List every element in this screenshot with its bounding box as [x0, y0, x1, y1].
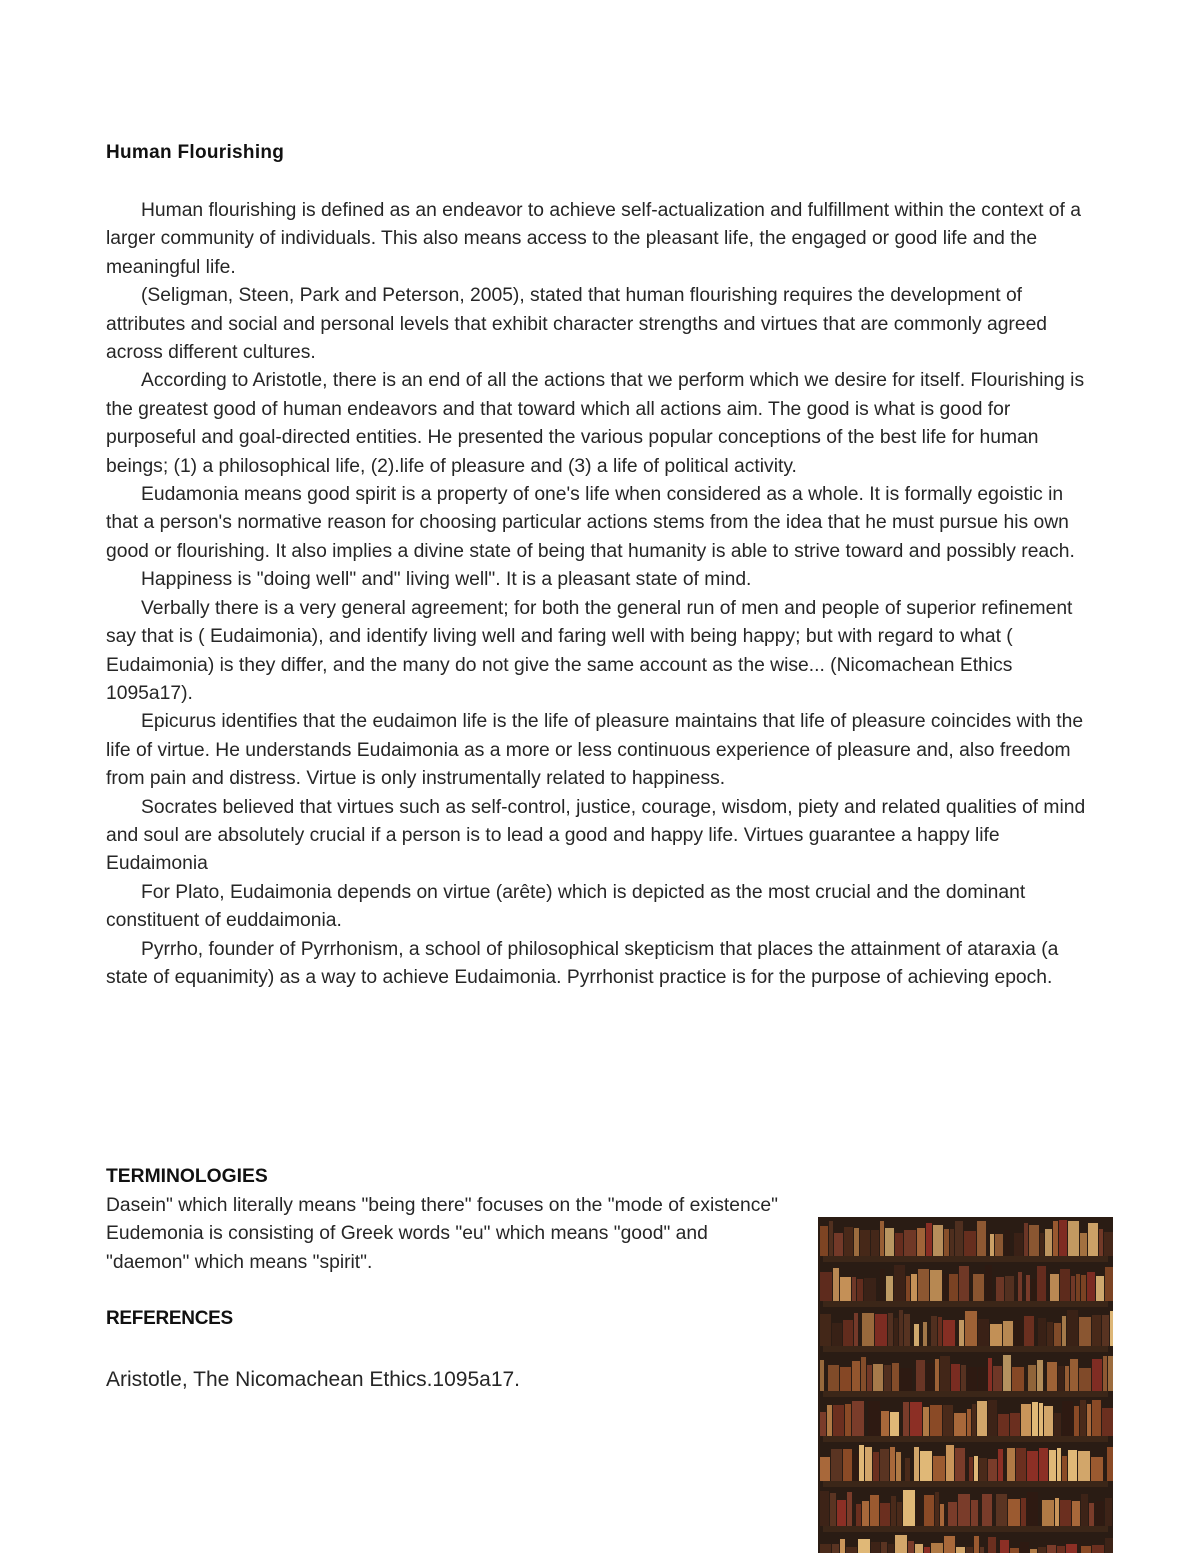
book-spine: [938, 1317, 942, 1346]
terminologies-heading: TERMINOLOGIES: [106, 1166, 268, 1187]
book-spine: [1087, 1272, 1095, 1301]
book-spine: [1105, 1267, 1113, 1301]
book-spine: [977, 1401, 987, 1436]
book-spine: [974, 1536, 979, 1553]
book-spine: [955, 1448, 965, 1481]
book-spine: [905, 1458, 910, 1481]
book-spine: [1087, 1404, 1091, 1436]
book-spine: [959, 1266, 969, 1301]
book-spine: [832, 1544, 839, 1553]
paragraph: Eudamonia means good spirit is a property of one's life when considered as a whole. It is formally egoistic in that a person's normative reason for choosing particular actions stems from the idea that he must pursue his own good or flourishing. It also implies a divine state of being that humanity is able to strive toward and possibly reach.: [106, 484, 1075, 562]
book-spine: [820, 1360, 824, 1391]
book-spine: [1044, 1406, 1053, 1436]
book-spine: [1039, 1403, 1043, 1436]
book-spine: [845, 1404, 851, 1436]
book-spine: [1062, 1456, 1067, 1481]
book-spine: [972, 1404, 976, 1436]
shelf-board: [818, 1256, 1113, 1262]
book-spine: [1012, 1367, 1024, 1391]
book-spine: [896, 1452, 901, 1481]
paragraph: (Seligman, Steen, Park and Peterson, 2005), stated that human flourishing requires the development of attributes and social and personal levels that exhibit character strengths and virtues that are commonly agreed across different cultures.: [106, 285, 1048, 364]
book-spine: [1105, 1498, 1112, 1526]
book-spine: [998, 1449, 1003, 1481]
book-spine: [955, 1221, 963, 1256]
book-spine: [1008, 1499, 1020, 1526]
book-spine: [1062, 1316, 1066, 1346]
shelf-board: [818, 1481, 1113, 1487]
book-spine: [944, 1229, 949, 1256]
paragraph: Human flourishing is defined as an endeavor to achieve self-actualization and fulfillment within the context of a larger community of individuals. This also means access to the pleasant life, the engaged or good life and the meaningful life.: [106, 200, 1081, 278]
book-spine: [1014, 1320, 1023, 1346]
bookshelf-photo-icon: [818, 1217, 1113, 1553]
book-spine: [949, 1274, 958, 1301]
book-spine: [906, 1276, 910, 1301]
book-spine: [840, 1539, 845, 1553]
book-spine: [964, 1231, 976, 1256]
book-spine: [1047, 1545, 1056, 1553]
book-spine: [1092, 1315, 1101, 1346]
book-spine: [846, 1547, 857, 1553]
book-spine: [1007, 1448, 1015, 1481]
book-spine: [875, 1314, 887, 1346]
book-spine: [1065, 1366, 1069, 1391]
book-spine: [1081, 1494, 1088, 1526]
book-spine: [1081, 1546, 1091, 1553]
book-spine: [990, 1234, 994, 1256]
book-spine: [930, 1405, 942, 1436]
book-spine: [857, 1279, 863, 1301]
paragraph: Verbally there is a very general agreement; for both the general run of men and people of superior refinement say that is ( Eudaimonia), and identify living well and faring well with being happy; but with regard to what ( Eudaimonia) is they differ, and the many do not give the same account as the wise... (Nicomachean Ethics 1095a17).: [106, 597, 1073, 704]
book-spine: [995, 1234, 1003, 1256]
book-spine: [931, 1543, 943, 1553]
book-spine: [1029, 1225, 1039, 1256]
book-spine: [967, 1409, 971, 1436]
paragraph: According to Aristotle, there is an end of all the actions that we perform which we desire for itself. Flourishing is the greatest good of human endeavors and that toward which all actions aim. The good is what is good for purposeful and goal-directed entities. He presented the various popular conceptions of the best life for human beings; (1) a philosophical life, (2).life of pleasure and (3) a life of political activity.: [106, 370, 1085, 477]
book-spine: [1103, 1356, 1107, 1391]
book-spine: [1021, 1498, 1026, 1526]
book-spine: [914, 1447, 919, 1481]
book-spine: [1057, 1546, 1065, 1553]
book-spine: [1045, 1229, 1052, 1256]
book-spine: [820, 1226, 828, 1256]
book-spine: [870, 1495, 879, 1526]
book-spine: [852, 1277, 856, 1301]
book-spine: [881, 1411, 889, 1436]
book-spine: [871, 1230, 879, 1256]
reference-item: Aristotle, The Nicomachean Ethics.1095a17.: [106, 1368, 521, 1391]
book-spine: [1038, 1547, 1046, 1553]
book-spine: [940, 1356, 950, 1391]
book-spine: [1028, 1365, 1036, 1391]
book-spine: [930, 1270, 942, 1301]
book-spine: [884, 1365, 891, 1391]
book-spine: [844, 1227, 853, 1256]
book-spine: [1079, 1368, 1091, 1391]
paragraph: Socrates believed that virtues such as self-control, justice, courage, wisdom, piety and related qualities of mind and soul are absolutely crucial if a person is to lead a good and happy life. Virtues guarantee a happy life Eudaimonia: [106, 796, 1086, 875]
shelf-board: [818, 1301, 1113, 1307]
book-spine: [1027, 1451, 1038, 1481]
book-spine: [904, 1314, 910, 1346]
book-spine: [1076, 1274, 1080, 1301]
book-spine: [993, 1366, 1002, 1391]
book-spine: [871, 1542, 880, 1553]
book-spine: [1102, 1315, 1109, 1346]
book-spine: [888, 1313, 893, 1346]
book-spine: [988, 1537, 996, 1553]
book-spine: [840, 1277, 851, 1301]
book-spine: [830, 1493, 836, 1526]
book-spine: [1014, 1233, 1023, 1256]
book-spine: [1030, 1549, 1037, 1553]
book-spine: [1053, 1221, 1058, 1256]
book-spine: [1003, 1355, 1011, 1391]
book-spine: [948, 1502, 957, 1526]
book-spine: [935, 1359, 939, 1391]
book-spine: [911, 1274, 917, 1301]
book-spine: [853, 1454, 858, 1481]
book-spine: [1054, 1413, 1061, 1436]
book-spine: [1104, 1232, 1113, 1256]
book-spine: [1055, 1498, 1059, 1526]
book-spine: [917, 1228, 925, 1256]
book-spine: [1047, 1322, 1053, 1346]
book-spine: [944, 1536, 955, 1553]
book-spine: [1047, 1362, 1057, 1391]
book-spine: [1092, 1400, 1101, 1436]
book-spine: [959, 1320, 964, 1346]
book-spine: [1088, 1223, 1098, 1256]
book-spine: [843, 1320, 853, 1346]
book-spine: [1060, 1500, 1071, 1526]
book-spine: [820, 1544, 831, 1553]
book-spine: [1040, 1233, 1044, 1256]
book-spine: [1066, 1544, 1077, 1553]
book-spine: [916, 1360, 925, 1391]
book-spine: [1096, 1276, 1104, 1301]
book-spine: [834, 1233, 843, 1256]
book-spine: [895, 1535, 907, 1553]
book-spine: [820, 1412, 826, 1436]
book-spine: [1037, 1360, 1043, 1391]
book-spine: [1024, 1316, 1034, 1346]
book-spine: [1003, 1321, 1013, 1346]
book-spine: [977, 1221, 986, 1256]
book-spine: [890, 1412, 899, 1436]
book-spine: [890, 1447, 895, 1481]
book-spine: [943, 1405, 953, 1436]
book-spine: [1079, 1317, 1091, 1346]
document-body: [106, 197, 1096, 992]
book-spine: [933, 1225, 943, 1256]
book-spine: [885, 1228, 894, 1256]
book-spine: [974, 1456, 978, 1481]
terminologies-section: [106, 1163, 796, 1277]
book-spine: [1092, 1545, 1104, 1553]
book-spine: [854, 1228, 859, 1256]
book-spine: [924, 1495, 934, 1526]
book-spine: [880, 1449, 889, 1481]
book-spine: [827, 1405, 832, 1436]
book-spine: [880, 1503, 890, 1526]
book-spine: [978, 1367, 987, 1391]
book-spine: [1032, 1402, 1038, 1436]
book-spine: [861, 1357, 866, 1391]
book-spine: [892, 1363, 899, 1391]
book-spine: [1110, 1311, 1113, 1346]
book-spine: [1108, 1356, 1113, 1391]
book-spine: [1059, 1220, 1067, 1256]
book-spine: [1038, 1318, 1046, 1346]
book-spine: [881, 1542, 887, 1553]
book-spine: [903, 1402, 909, 1436]
book-spine: [1004, 1230, 1010, 1256]
references-heading: REFERENCES: [106, 1308, 233, 1329]
book-spine: [951, 1364, 960, 1391]
book-spine: [967, 1367, 977, 1391]
book-spine: [910, 1402, 922, 1436]
book-spine: [1107, 1447, 1113, 1481]
book-spine: [852, 1361, 860, 1391]
book-spine: [1105, 1538, 1113, 1553]
book-spine: [973, 1274, 984, 1301]
book-spine: [1042, 1500, 1054, 1526]
book-spine: [965, 1311, 977, 1346]
book-spine: [820, 1491, 829, 1526]
book-spine: [1062, 1401, 1073, 1436]
book-spine: [926, 1223, 932, 1256]
book-spine: [828, 1365, 839, 1391]
book-spine: [971, 1500, 978, 1526]
book-spine: [880, 1221, 884, 1256]
book-spine: [833, 1268, 839, 1301]
book-spine: [859, 1445, 864, 1481]
book-spine: [860, 1230, 870, 1256]
book-spine: [988, 1358, 992, 1391]
book-spine: [1049, 1450, 1056, 1481]
book-spine: [961, 1365, 966, 1391]
book-spine: [940, 1504, 944, 1526]
book-spine: [1010, 1548, 1019, 1553]
book-spine: [990, 1324, 1002, 1346]
book-spine: [862, 1313, 874, 1346]
book-spine: [935, 1492, 939, 1526]
book-spine: [980, 1547, 984, 1553]
book-spine: [943, 1274, 948, 1301]
book-spine: [915, 1544, 923, 1553]
book-spine: [969, 1457, 973, 1481]
book-spine: [1031, 1279, 1036, 1301]
book-spine: [1016, 1448, 1026, 1481]
book-spine: [1081, 1275, 1086, 1301]
book-spine: [916, 1497, 920, 1526]
book-spine: [829, 1221, 833, 1256]
book-spine: [978, 1319, 989, 1346]
paragraph: Happiness is "doing well" and" living well". It is a pleasant state of mind.: [141, 569, 752, 591]
book-spine: [954, 1413, 966, 1436]
book-spine: [946, 1445, 954, 1481]
book-spine: [1092, 1359, 1102, 1391]
terminology-item: Dasein" which literally means "being there" focuses on the "mode of existence": [106, 1194, 778, 1216]
book-spine: [950, 1229, 954, 1256]
book-spine: [1091, 1457, 1103, 1481]
book-spine: [897, 1502, 902, 1526]
book-spine: [820, 1457, 830, 1481]
book-spine: [873, 1364, 883, 1391]
book-spine: [982, 1494, 992, 1526]
book-spine: [888, 1544, 894, 1553]
book-spine: [899, 1310, 903, 1346]
book-spine: [1027, 1492, 1038, 1526]
book-spine: [837, 1500, 846, 1526]
book-spine: [820, 1314, 831, 1346]
book-spine: [903, 1490, 915, 1526]
book-spine: [933, 1456, 945, 1481]
book-spine: [854, 1313, 858, 1346]
book-spine: [1021, 1404, 1031, 1436]
book-spine: [1102, 1408, 1113, 1436]
book-spine: [1026, 1275, 1030, 1301]
book-spine: [1024, 1223, 1028, 1256]
book-spine: [856, 1504, 861, 1526]
book-spine: [920, 1451, 932, 1481]
book-spine: [998, 1414, 1009, 1436]
book-spine: [1020, 1542, 1029, 1553]
shelf-board: [818, 1346, 1113, 1352]
shelf-board: [818, 1436, 1113, 1442]
book-spine: [931, 1316, 937, 1346]
book-spine: [1050, 1274, 1059, 1301]
book-spine: [833, 1405, 844, 1436]
book-spine: [985, 1265, 992, 1301]
book-spine: [956, 1547, 965, 1553]
book-spine: [1070, 1359, 1078, 1391]
book-spine: [926, 1363, 934, 1391]
book-spine: [1068, 1450, 1077, 1481]
book-spine: [1080, 1233, 1087, 1256]
book-spine: [1060, 1269, 1070, 1301]
book-spine: [1099, 1229, 1103, 1256]
book-spine: [1095, 1501, 1104, 1526]
book-spine: [847, 1492, 852, 1526]
book-spine: [831, 1449, 842, 1481]
book-spine: [873, 1452, 879, 1481]
book-spine: [1078, 1451, 1090, 1481]
book-spine: [868, 1401, 880, 1436]
shelf-board: [818, 1526, 1113, 1532]
book-spine: [923, 1407, 929, 1436]
book-spine: [820, 1272, 832, 1301]
paragraph: Pyrrho, founder of Pyrrhonism, a school of philosophical skepticism that places the attainment of ataraxia (a state of equanimity) as a way to achieve Eudaimonia. Pyrrhonist practice is for the purpose of achieving epoch.: [106, 938, 1059, 988]
book-spine: [891, 1496, 896, 1526]
book-spine: [1067, 1310, 1078, 1346]
book-spine: [923, 1322, 927, 1346]
book-spine: [852, 1401, 864, 1436]
book-spine: [880, 1269, 885, 1301]
book-spine: [832, 1323, 842, 1346]
book-spine: [1039, 1448, 1048, 1481]
book-spine: [1018, 1272, 1022, 1301]
shelf-board: [818, 1391, 1113, 1397]
book-spine: [908, 1541, 914, 1553]
book-spine: [966, 1547, 973, 1553]
book-spine: [1057, 1448, 1061, 1481]
book-spine: [918, 1269, 929, 1301]
book-spine: [988, 1459, 997, 1481]
terminology-item: Eudemonia is consisting of Greek words "eu" which means "good" and "daemon" which means "spirit".: [106, 1223, 708, 1273]
paragraph: For Plato, Eudaimonia depends on virtue (arête) which is depicted as the most crucial and the dominant constituent of euddaimonia.: [106, 881, 1026, 932]
book-spine: [858, 1539, 870, 1553]
book-spine: [843, 1449, 852, 1481]
book-spine: [1058, 1366, 1064, 1391]
book-spine: [865, 1447, 872, 1481]
book-spine: [1037, 1266, 1046, 1301]
book-spine: [1005, 1276, 1014, 1301]
book-spine: [996, 1277, 1004, 1301]
book-spine: [900, 1368, 912, 1391]
book-spine: [894, 1318, 898, 1346]
document-title: Human Flourishing: [106, 142, 285, 163]
book-spine: [1000, 1540, 1009, 1553]
book-spine: [867, 1365, 872, 1391]
book-spine: [840, 1367, 851, 1391]
book-spine: [1080, 1400, 1086, 1436]
book-spine: [996, 1494, 1007, 1526]
book-spine: [1074, 1406, 1079, 1436]
book-spine: [1089, 1503, 1094, 1526]
book-spine: [862, 1501, 869, 1526]
book-spine: [979, 1458, 987, 1481]
book-spine: [1054, 1323, 1061, 1346]
book-spine: [886, 1276, 893, 1301]
paragraph: Epicurus identifies that the eudaimon life is the life of pleasure maintains that life of pleasure coincides with the life of virtue. He understands Eudaimonia as a more or less continuous experience of pleasure and, also freedom from pain and distress. Virtue is only instrumentally related to happiness.: [106, 711, 1084, 790]
book-spine: [1072, 1501, 1080, 1526]
book-spine: [914, 1324, 919, 1346]
book-spine: [943, 1320, 955, 1346]
book-spine: [904, 1230, 916, 1256]
book-spine: [864, 1278, 876, 1301]
book-spine: [895, 1233, 903, 1256]
book-spine: [1010, 1413, 1020, 1436]
book-spine: [924, 1547, 930, 1553]
book-spine: [1071, 1276, 1075, 1301]
book-spine: [958, 1494, 970, 1526]
book-spine: [894, 1265, 905, 1301]
book-spine: [988, 1400, 997, 1436]
book-spine: [1068, 1221, 1079, 1256]
